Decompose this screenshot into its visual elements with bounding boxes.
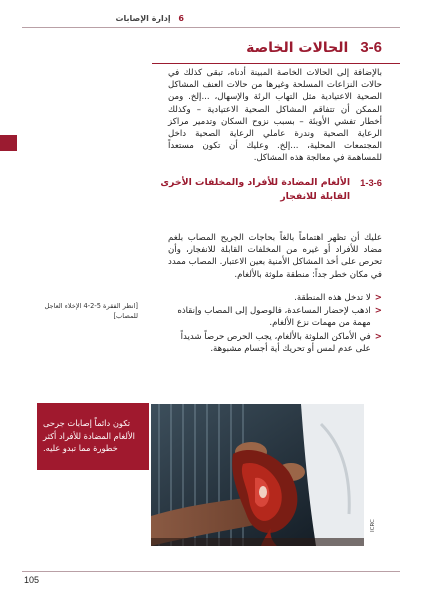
- section-heading-rule: [152, 63, 400, 64]
- photo-illustration: [151, 404, 364, 546]
- safety-bullet-list: [168, 292, 382, 356]
- page-number: 105: [24, 575, 40, 585]
- cross-reference-note: [انظر الفقرة 5-2-4 الإخلاء العاجل للمصاب]: [44, 302, 138, 320]
- subsection-title: الألغام المضادة للأفراد والمخلفات الأخرى القابلة للانفجار: [160, 177, 351, 202]
- bullet-text: اذهب لإحضار المساعدة، فالوصول إلى المصاب وإنقاذه مهمة من مهمات نزع الألغام.: [177, 306, 371, 329]
- bullet-marker: <: [374, 306, 382, 317]
- bullet-text: لا تدخل هذه المنطقة.: [294, 293, 371, 303]
- bullet-marker: <: [374, 331, 382, 342]
- subsection-number: 1-3-6: [360, 177, 382, 188]
- section-title: الحالات الخاصة: [246, 40, 349, 56]
- chapter-title: إدارة الإصابات: [115, 14, 171, 23]
- list-item: [168, 331, 382, 355]
- running-head: [115, 14, 184, 23]
- chapter-number: 6: [178, 14, 184, 23]
- section-intro-paragraph: بالإضافة إلى الحالات الخاصة المبينة أدناه، تبقى كذلك في حالات النزاعات المسلحة وغيرها من حالات العنف المشاكل الصحية الاعتيادية مثل التهاب الرئة والإسهال، ...إلخ. ومن الممكن أن تتفاقم المشاكل الصحية الاعتيادية – وكذلك أخطار تفشي الأوبئة – بسبب نزوح السكان وتدمير مراكز الرعاية الصحية وندرة عاملي الرعاية الصحية داخل المجتمعات المحلية، ...إلخ. وعليك أن تكون مستعداً للمساهمة في معالجة هذه المشاكل.: [168, 68, 382, 164]
- section-number: 3-6: [360, 39, 382, 56]
- section-heading: [246, 39, 382, 56]
- injured-foot-photo: [151, 404, 364, 546]
- subsection-intro-paragraph: عليك أن تظهر اهتماماً بالغاً بحاجات الجريح المصاب بلغم مضاد للأفراد أو غيره من المخلفات القابلة للانفجار، وأن تحرص على أخذ المشاكل الأمنية بعين الاعتبار. المصاب ممدد في مكان خطر جداً: منطقة ملوثة بالألغام.: [168, 233, 382, 280]
- top-rule: [22, 27, 400, 28]
- list-item: [168, 305, 382, 329]
- bullet-text: في الأماكن الملوثة بالألغام، يجب الحرص حرصاً شديداً على عدم لمس أو تحريك أية أجسام مشبوهة.: [180, 331, 371, 354]
- subsection-heading: [152, 176, 382, 203]
- list-item: [168, 292, 382, 304]
- bottom-rule: [22, 571, 400, 572]
- chapter-side-tab: [0, 135, 17, 151]
- photo-credit: ICRC: [370, 519, 376, 532]
- bullet-marker: <: [374, 293, 382, 303]
- warning-callout: تكون دائماً إصابات جرحى الألغام المضادة للأفراد أكثر خطورة مما تبدو عليه.: [37, 403, 149, 470]
